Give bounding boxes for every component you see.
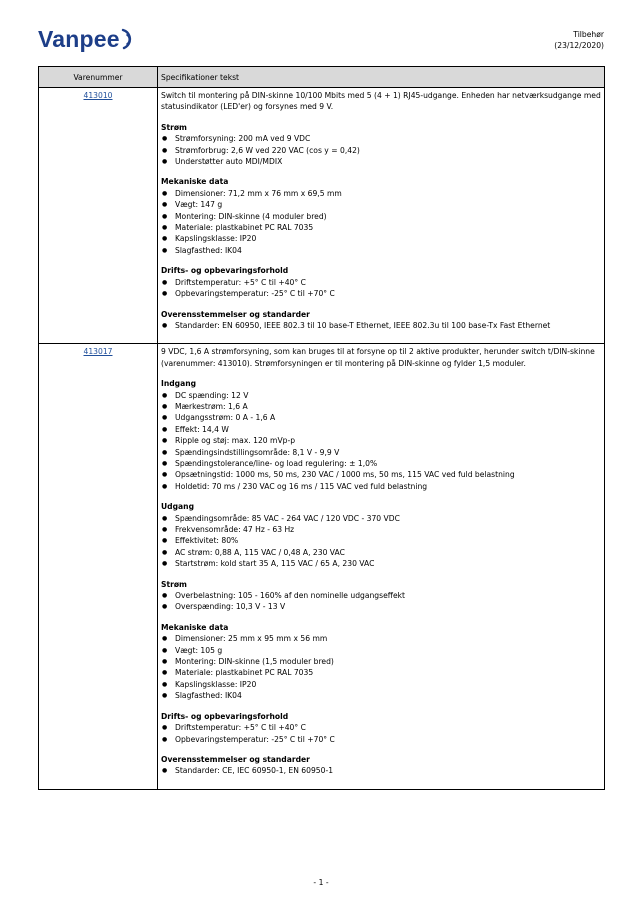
list-item: ● Opbevaringstemperatur: -25° C til +70° C [161, 288, 601, 299]
vanpee-logo [38, 26, 135, 53]
document-meta [554, 29, 604, 51]
list-item: ● Standarder: EN 60950, IEEE 802.3 til 10 base-T Ethernet, IEEE 802.3u til 100 base-Tx Fast Ethernet [161, 320, 601, 331]
logo-text: Vanpee [38, 26, 120, 52]
column-header-specifikationer: Specifikationer tekst [158, 67, 605, 88]
list-item: ● Spændingstolerance/line- og load regulering: ± 1,0% [161, 458, 601, 469]
list-item: ● Dimensioner: 25 mm x 95 mm x 56 mm [161, 633, 601, 644]
product-number-link[interactable]: 413010 [83, 91, 113, 100]
section-title: Mekaniske data [161, 177, 229, 187]
document-title: Tilbehør [573, 30, 604, 39]
document-date: (23/12/2020) [554, 41, 604, 50]
column-header-varenummer: Varenummer [39, 67, 158, 88]
spec-list [161, 188, 601, 256]
specification-cell [158, 88, 605, 344]
list-item: ● Opbevaringstemperatur: -25° C til +70° C [161, 734, 601, 745]
list-item: ● Driftstemperatur: +5° C til +40° C [161, 722, 601, 733]
table-body [39, 88, 605, 790]
list-item: ● Materiale: plastkabinet PC RAL 7035 [161, 667, 601, 678]
page-header [0, 0, 642, 66]
product-number-link[interactable]: 413017 [83, 347, 113, 357]
section-title: Udgang [161, 502, 195, 512]
spec-list [161, 765, 601, 776]
list-item: ● Effektivitet: 80% [161, 535, 601, 546]
list-item: ● Spændingsindstillingsområde: 8,1 V - 9,9 V [161, 447, 601, 458]
list-item: ● Udgangsstrøm: 0 A - 1,6 A [161, 412, 601, 423]
section-title: Strøm [161, 579, 187, 589]
list-item: ● Understøtter auto MDI/MDIX [161, 156, 601, 167]
spec-table [38, 66, 605, 790]
list-item: ● Strømforbrug: 2,6 W ved 220 VAC (cos y = 0,42) [161, 145, 601, 156]
list-item: ● Slagfasthed: IK04 [161, 245, 601, 256]
list-item: ● Materiale: plastkabinet PC RAL 7035 [161, 222, 601, 233]
spec-list [161, 277, 601, 300]
list-item: ● Kapslingsklasse: IP20 [161, 233, 601, 244]
list-item: ● Strømforsyning: 200 mA ved 9 VDC [161, 133, 601, 144]
product-description: 9 VDC, 1,6 A strømforsyning, som kan bruges til at forsyne op til 2 aktive produkter, herunder switch t/DIN-skinne (varenummer: 413010). Strømforsyningen er til montering på DIN-skinne og fylder 1,5 moduler. [161, 347, 595, 368]
product-description: Switch til montering på DIN-skinne 10/100 Mbits med 5 (4 + 1) RJ45-udgange. Enheden har netværksudgange med statusindikator (LED'er) og forsynes med 9 V. [161, 91, 601, 112]
section-title: Drifts- og opbevaringsforhold [161, 711, 289, 721]
section-title: Indgang [161, 379, 197, 389]
spec-list [161, 590, 601, 613]
list-item: ● Frekvensområde: 47 Hz - 63 Hz [161, 524, 601, 535]
list-item: ● AC strøm: 0,88 A, 115 VAC / 0,48 A, 230 VAC [161, 547, 601, 558]
list-item: ● Driftstemperatur: +5° C til +40° C [161, 277, 601, 288]
list-item: ● Overbelastning: 105 - 160% af den nominelle udgangseffekt [161, 590, 601, 601]
list-item: ● Slagfasthed: IK04 [161, 690, 601, 701]
list-item: ● Montering: DIN-skinne (4 moduler bred) [161, 211, 601, 222]
section-title: Overensstemmelser og standarder [161, 309, 310, 319]
page-number: - 1 - [313, 878, 329, 887]
list-item: ● Opsætningstid: 1000 ms, 50 ms, 230 VAC / 1000 ms, 50 ms, 115 VAC ved fuld belastning [161, 469, 601, 480]
list-item: ● Mærkestrøm: 1,6 A [161, 401, 601, 412]
list-item: ● Holdetid: 70 ms / 230 VAC og 16 ms / 115 VAC ved fuld belastning [161, 481, 601, 492]
section-title: Drifts- og opbevaringsforhold [161, 266, 289, 276]
varenummer-cell [39, 344, 158, 789]
list-item: ● DC spænding: 12 V [161, 390, 601, 401]
varenummer-cell [39, 88, 158, 344]
specification-cell [158, 344, 605, 789]
list-item: ● Standarder: CE, IEC 60950-1, EN 60950-1 [161, 765, 601, 776]
list-item: ● Ripple og støj: max. 120 mVp-p [161, 435, 601, 446]
list-item: ● Startstrøm: kold start 35 A, 115 VAC / 65 A, 230 VAC [161, 558, 601, 569]
list-item: ● Effekt: 14,4 W [161, 424, 601, 435]
spec-list [161, 722, 601, 745]
table-row [39, 344, 605, 789]
spec-list [161, 133, 601, 167]
section-title: Strøm [161, 122, 187, 132]
list-item: ● Montering: DIN-skinne (1,5 moduler bred) [161, 656, 601, 667]
table-row [39, 88, 605, 344]
list-item: ● Kapslingsklasse: IP20 [161, 679, 601, 690]
section-title: Overensstemmelser og standarder [161, 754, 310, 764]
list-item: ● Vægt: 105 g [161, 645, 601, 656]
logo-swoosh-icon [121, 27, 135, 51]
list-item: ● Spændingsområde: 85 VAC - 264 VAC / 120 VDC - 370 VDC [161, 513, 601, 524]
spec-list [161, 320, 601, 331]
list-item: ● Overspænding: 10,3 V - 13 V [161, 601, 601, 612]
table-header-row [39, 67, 605, 88]
list-item: ● Dimensioner: 71,2 mm x 76 mm x 69,5 mm [161, 188, 601, 199]
spec-list [161, 633, 601, 701]
section-title: Mekaniske data [161, 622, 229, 632]
spec-list [161, 513, 601, 570]
spec-list [161, 390, 601, 493]
list-item: ● Vægt: 147 g [161, 199, 601, 210]
